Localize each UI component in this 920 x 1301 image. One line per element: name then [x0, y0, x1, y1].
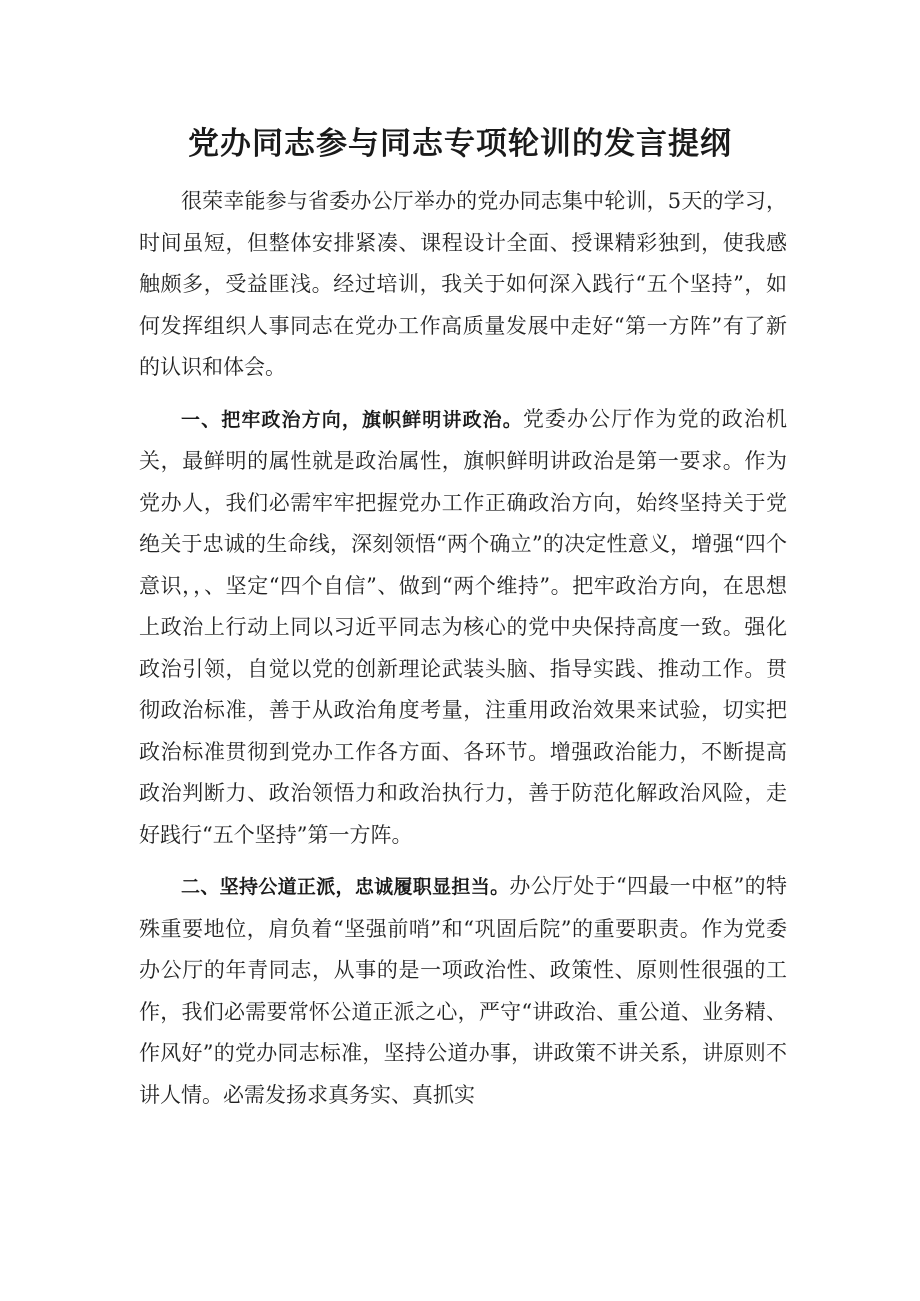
document-title: 党办同志参与同志专项轮训的发言提纲 — [188, 126, 732, 162]
section-heading-1: 一、把牢政治方向，旗帜鲜明讲政治。 — [181, 408, 523, 431]
section-paragraph-1 — [139, 399, 787, 857]
intro-paragraph: 很荣幸能参与省委办公厅举办的党办同志集中轮训，5天的学习，时间虽短，但整体安排紧凑、课程设计全面、授课精彩独到，使我感触颇多，受益匪浅。经过培训，我关于如何深入践行“五个坚持”，如何发挥组织人事同志在党办工作高质量发展中走好“第一方阵”有了新的认识和体会。 — [139, 189, 787, 379]
section-paragraph-2 — [139, 866, 787, 1116]
document-body — [139, 181, 787, 1116]
section-heading-2: 二、坚持公道正派，忠诚履职显担当。 — [181, 876, 510, 898]
section-text-1: 党委办公厅作为党的政治机关，最鲜明的属性就是政治属性，旗帜鲜明讲政治是第一要求。作为党办人，我们必需牢牢把握党办工作正确政治方向，始终坚持关于党绝关于忠诚的生命线，深刻领悟“两个确立”的决定性意义，增强“四个意识，，、坚定“四个自信”、做到“两个维持”。把牢政治方向，在思想上政治上行动上同以习近平同志为核心的党中央保持高度一致。强化政治引领，自觉以党的创新理论武装头脑、指导实践、推动工作。贯彻政治标准，善于从政治角度考量，注重用政治效果来试验，切实把政治标准贯彻到党办工作各方面、各环节。增强政治能力，不断提高政治判断力、政治领悟力和政治执行力，善于防范化解政治风险，走好践行“五个坚持”第一方阵。 — [139, 406, 787, 847]
section-text-2: 办公厅处于“四最一中枢”的特殊重要地位，肩负着“坚强前哨”和“巩固后院”的重要职责。作为党委办公厅的年青同志，从事的是一项政治性、政策性、原则性很强的工作，我们必需要常怀公道正派之心，严守“讲政治、重公道、业务精、作风好”的党办同志标准，坚持公道办事，讲政策不讲关系，讲原则不讲人情。必需发扬求真务实、真抓实 — [139, 874, 787, 1107]
